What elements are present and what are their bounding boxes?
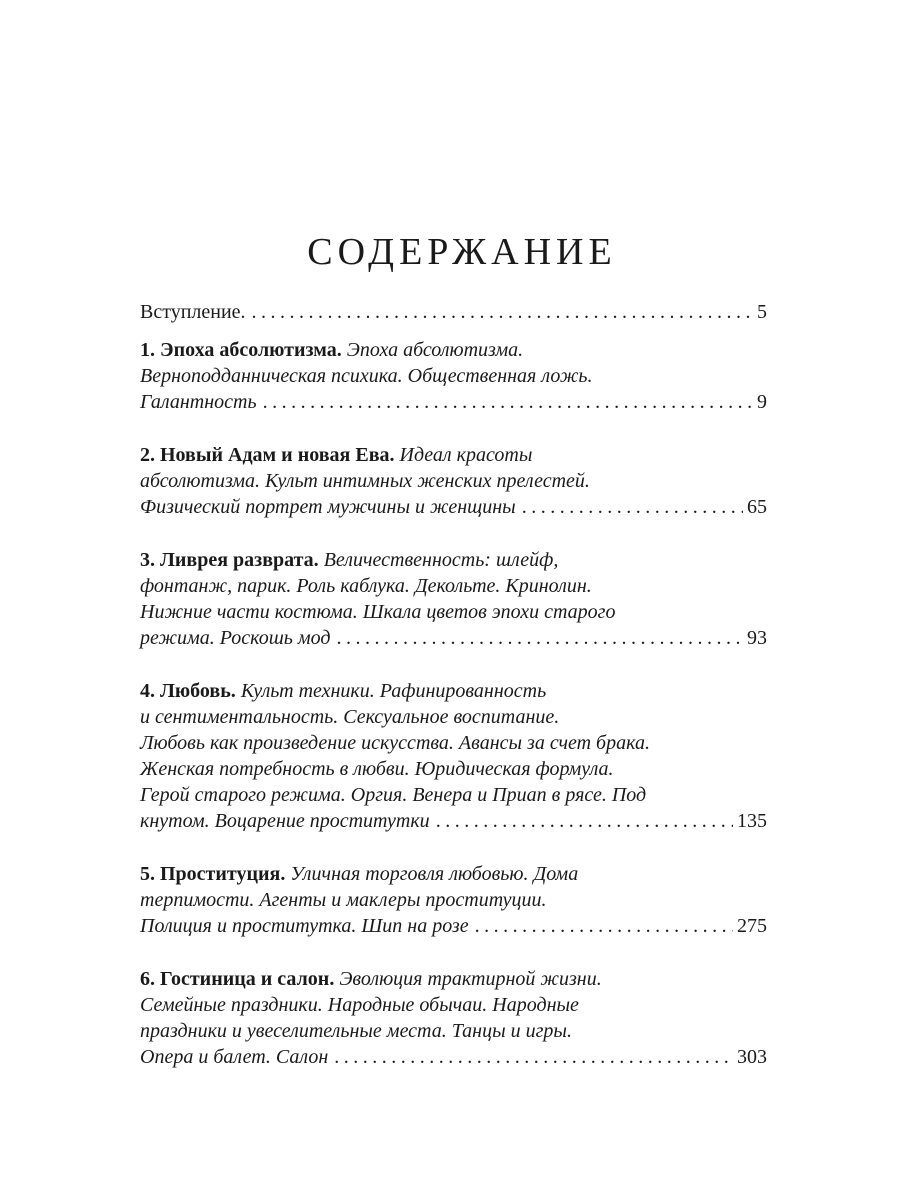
entry-text (140, 1044, 328, 1070)
toc-entry[interactable] (140, 966, 767, 1070)
toc-entry[interactable] (140, 337, 767, 415)
dot-leader (436, 808, 733, 834)
page-number: 5 (757, 301, 767, 323)
entry-line (140, 913, 767, 939)
chapter-subtopics: Опера и балет. Салон (140, 1046, 329, 1068)
chapter-subtopics: Величественность: шлейф, (323, 549, 559, 571)
toc-entry[interactable] (140, 547, 767, 651)
entry-line (140, 1018, 767, 1044)
chapter-subtopics: и сентиментальность. Сексуальное воспитание. (140, 706, 560, 728)
entry-line (140, 704, 767, 730)
chapter-subtopics: Любовь как произведение искусства. Авансы за счет брака. (140, 732, 650, 754)
chapter-subtopics: фонтанж, парик. Роль каблука. Декольте. Кринолин. (140, 575, 592, 597)
entry-text (140, 389, 257, 415)
entry-text (140, 889, 547, 911)
entry-line (140, 756, 767, 782)
dot-leader (334, 1044, 733, 1070)
entry-line (140, 808, 767, 834)
dot-leader (475, 913, 733, 939)
chapter-subtopics: Идеал красоты (399, 444, 533, 466)
chapter-subtopics: Эпоха абсолютизма. (346, 339, 524, 361)
toc-entry-intro[interactable] (140, 299, 767, 325)
chapter-title: 2. Новый Адам и новая Ева. (140, 444, 395, 466)
page-number: 65 (747, 496, 767, 518)
chapter-subtopics: режима. Роскошь мод (140, 627, 331, 649)
chapter-title: 4. Любовь. (140, 680, 236, 702)
entry-text (140, 339, 523, 361)
entry-text (140, 863, 578, 885)
chapter-subtopics: Герой старого режима. Оргия. Венера и Приап в рясе. Под (140, 784, 647, 806)
page-title: СОДЕРЖАНИЕ (307, 231, 617, 273)
entry-line (140, 992, 767, 1018)
chapter-subtopics: Полиция и проститутка. Шип на розе (140, 915, 469, 937)
entry-line (140, 573, 767, 599)
chapter-subtopics: Галантность (140, 391, 257, 413)
entry-text (140, 494, 516, 520)
chapter-title: 3. Ливрея разврата. (140, 549, 319, 571)
chapter-subtopics: Уличная торговля любовью. Дома (290, 863, 579, 885)
page-number: 135 (737, 810, 767, 832)
chapter-subtopics: кнутом. Воцарение проститутки (140, 810, 430, 832)
entry-text (140, 1020, 572, 1042)
entry-line (140, 363, 767, 389)
entry-text (140, 549, 558, 571)
chapter-title: 5. Проституция. (140, 863, 286, 885)
entry-line (140, 861, 767, 887)
chapter-subtopics: абсолютизма. Культ интимных женских прелестей. (140, 470, 590, 492)
toc-entries (140, 337, 767, 1070)
entry-text (140, 808, 430, 834)
entry-line (140, 625, 767, 651)
entry-text (140, 680, 546, 702)
entry-line (140, 337, 767, 363)
entry-line (140, 678, 767, 704)
dot-leader (337, 625, 743, 651)
chapter-subtopics: Женская потребность в любви. Юридическая формула. (140, 758, 614, 780)
toc-entry[interactable] (140, 678, 767, 834)
toc-entry[interactable] (140, 861, 767, 939)
page-number: 93 (747, 627, 767, 649)
dot-leader (252, 299, 753, 325)
entry-line (140, 887, 767, 913)
page-number: 275 (737, 915, 767, 937)
entry-text (140, 732, 650, 754)
chapter-subtopics: Нижние части костюма. Шкала цветов эпохи старого (140, 601, 616, 623)
entry-text (140, 913, 469, 939)
entry-text (140, 575, 592, 597)
entry-line (140, 389, 767, 415)
entry-text (140, 444, 532, 466)
chapter-subtopics: праздники и увеселительные места. Танцы и игры. (140, 1020, 572, 1042)
chapter-title: 6. Гостиница и салон. (140, 968, 335, 990)
entry-line (140, 966, 767, 992)
entry-text (140, 994, 579, 1016)
entry-line (140, 442, 767, 468)
chapter-subtopics: терпимости. Агенты и маклеры проституции. (140, 889, 547, 911)
entry-line (140, 599, 767, 625)
entry-line (140, 1044, 767, 1070)
entry-text (140, 625, 331, 651)
entry-text (140, 758, 614, 780)
chapter-subtopics: Физический портрет мужчины и женщины (140, 496, 516, 518)
entry-line (140, 782, 767, 808)
entry-text (140, 968, 602, 990)
entry-line (140, 468, 767, 494)
dot-leader (263, 389, 753, 415)
dot-leader (522, 494, 743, 520)
page-number: 9 (757, 391, 767, 413)
entry-label: Вступление. (140, 301, 246, 323)
chapter-subtopics: Эволюция трактирной жизни. (339, 968, 602, 990)
entry-text (140, 365, 593, 387)
entry-text (140, 784, 646, 806)
toc-entry[interactable] (140, 442, 767, 520)
chapter-subtopics: Верноподданническая психика. Общественная ложь. (140, 365, 593, 387)
entry-text (140, 601, 616, 623)
entry-text (140, 706, 559, 728)
table-of-contents (140, 299, 767, 1097)
entry-text (140, 470, 590, 492)
entry-line (140, 547, 767, 573)
chapter-subtopics: Семейные праздники. Народные обычаи. Народные (140, 994, 579, 1016)
entry-line (140, 494, 767, 520)
page-number: 303 (737, 1046, 767, 1068)
chapter-title: 1. Эпоха абсолютизма. (140, 339, 342, 361)
entry-line (140, 730, 767, 756)
chapter-subtopics: Культ техники. Рафинированность (240, 680, 547, 702)
